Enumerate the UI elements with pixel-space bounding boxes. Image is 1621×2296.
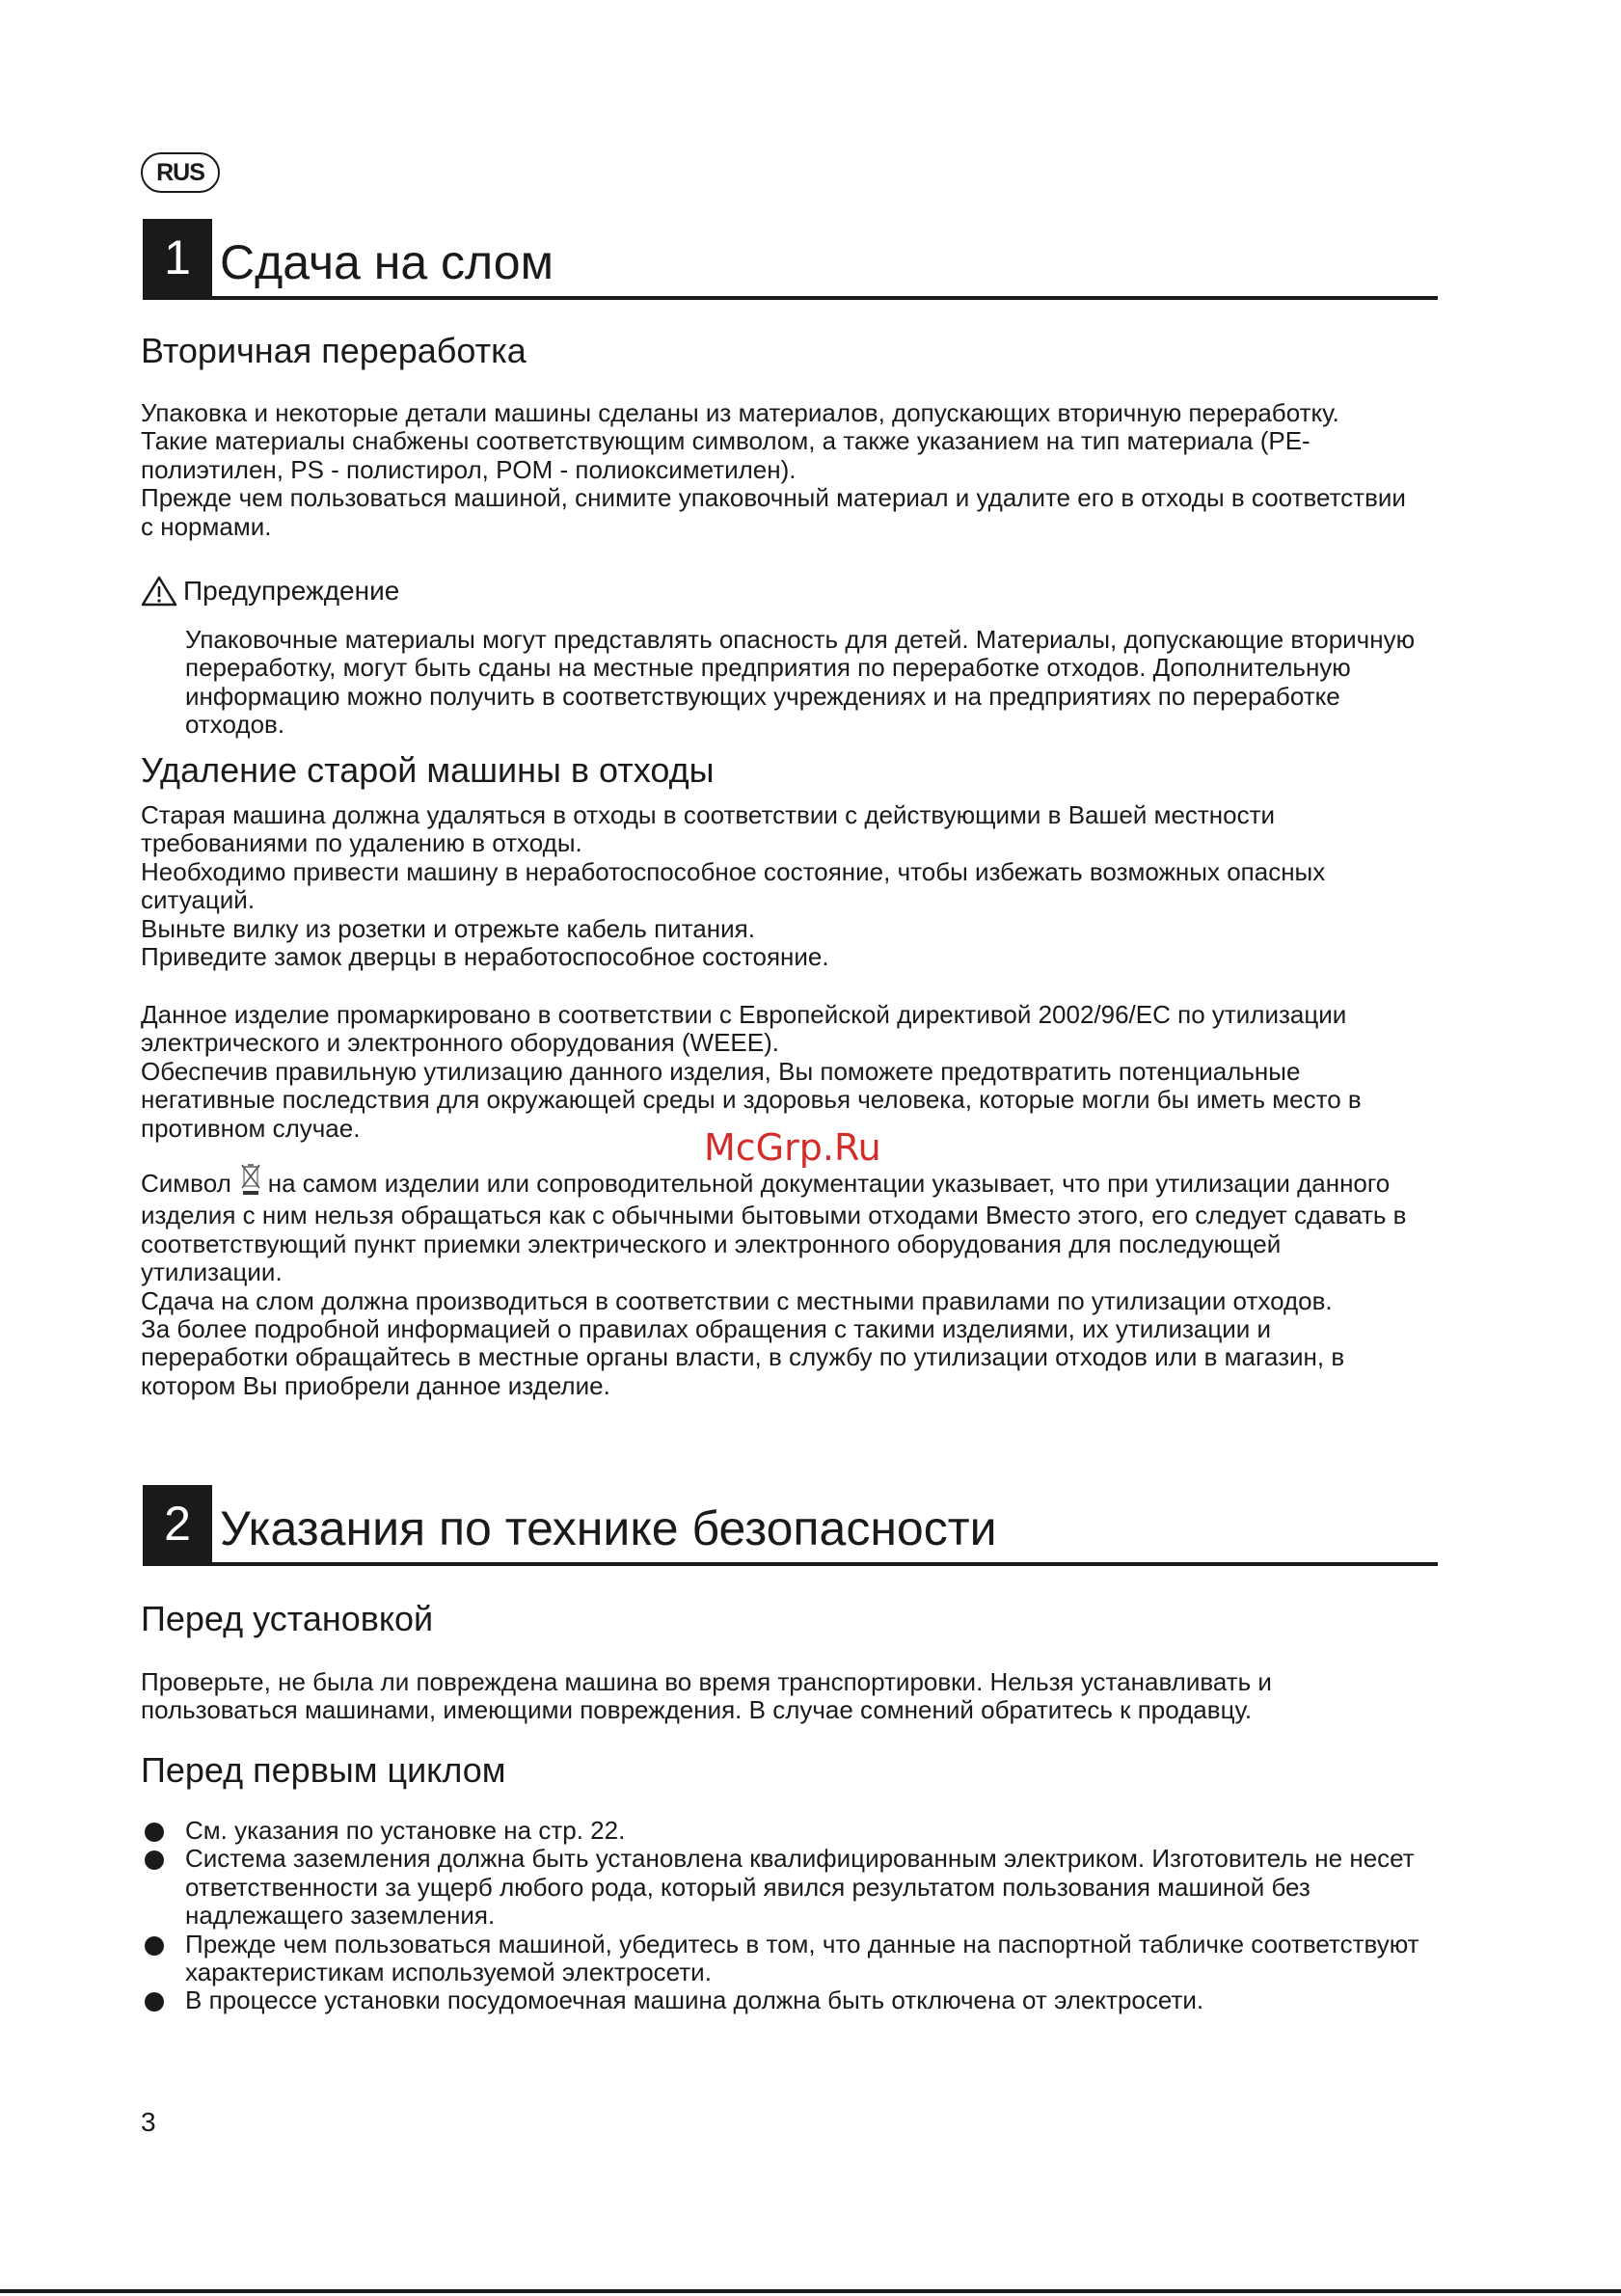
paragraph: Данное изделие промаркировано в соответствии с Европейской директивой 2002/96/EC по утилизации электрического и электронного оборудования (WEEE). [141, 1000, 1347, 1058]
list-item [143, 1817, 1425, 1845]
recycling-heading: Вторичная переработка [141, 331, 527, 370]
section-2-header [143, 1485, 1438, 1566]
warning-label: Предупреждение [183, 576, 400, 606]
before-install-text [141, 1668, 1414, 1725]
first-cycle-list [143, 1817, 1425, 2015]
section-1-header [143, 219, 1438, 300]
before-install-heading: Перед установкой [141, 1599, 434, 1638]
paragraph: Прежде чем пользоваться машиной, снимите упаковочный материал и удалите его в отходы в соответствии с нормами. [141, 483, 1406, 541]
section-1-number: 1 [143, 219, 212, 296]
paragraph [141, 1163, 1414, 1287]
list-item-text: См. указания по установке на стр. 22. [185, 1816, 626, 1845]
warning-text [185, 626, 1429, 740]
paragraph: Такие материалы снабжены соответствующим символом, а также указанием на тип материала (PE- полиэтилен, PS - полистирол, POM - полиоксиметилен). [141, 426, 1310, 484]
bullet-icon [145, 1936, 164, 1956]
weee-text [141, 1001, 1414, 1143]
bullet-icon [145, 1823, 164, 1842]
crossed-bin-icon [241, 1163, 260, 1202]
list-item [143, 1931, 1425, 1987]
bottom-divider [0, 2289, 1621, 2293]
page-number: 3 [141, 2107, 156, 2137]
paragraph: Выньте вилку из розетки и отрежьте кабель питания. [141, 913, 755, 943]
paragraph: Упаковка и некоторые детали машины сделаны из материалов, допускающих вторичную переработку. [141, 398, 1339, 427]
watermark: McGrp.Ru [704, 1126, 881, 1169]
list-item [143, 1845, 1425, 1930]
paragraph: Старая машина должна удаляться в отходы в соответствии с действующими в Вашей местности требованиями по удалению в отходы. [141, 800, 1276, 858]
warning-triangle-icon [141, 576, 177, 607]
paragraph: Упаковочные материалы могут представлять опасность для детей. Материалы, допускающие вторичную переработку, могут быть сданы на местные предприятия по переработке отходов. Дополнительную информацию можно получить в соответствующих учреждениях и на предприятиях по переработке отходов. [185, 625, 1416, 740]
list-item-text: В процессе установки посудомоечная машина должна быть отключена от электросети. [185, 1985, 1204, 2015]
section-1-title: Сдача на слом [220, 235, 554, 289]
list-item-text: Прежде чем пользоваться машиной, убедитесь в том, что данные на паспортной табличке соответствуют характеристикам используемой электросети. [185, 1929, 1419, 1987]
section-2-title: Указания по технике безопасности [220, 1501, 997, 1555]
list-item [143, 1986, 1425, 2014]
language-badge: RUS [141, 152, 220, 193]
recycling-text [141, 399, 1414, 541]
bullet-icon [145, 1992, 164, 2012]
section-2-number: 2 [143, 1485, 212, 1562]
list-item-text: Система заземления должна быть установлена квалифицированным электриком. Изготовитель не несет ответственности за ущерб любого рода, который явился результатом пользования машиной без надлежащего заземления. [185, 1844, 1415, 1931]
first-cycle-heading: Перед первым циклом [141, 1750, 506, 1790]
paragraph: Необходимо привести машину в неработоспособное состояние, чтобы избежать возможных опасных ситуаций. [141, 856, 1326, 915]
paragraph: Проверьте, не была ли повреждена машина во время транспортировки. Нельзя устанавливать и пользоваться машинами, имеющими повреждения. В случае сомнений обратитесь к продавцу. [141, 1667, 1272, 1725]
symbol-text-body: на самом изделии или сопроводительной документации указывает, что при утилизации данного изделия с ним нельзя обращаться как с обычными бытовыми отходами Вместо этого, его следует сдавать в соответствующий пункт приемки электрического и электронного оборудования для последующей утилизации. [141, 1169, 1407, 1287]
paragraph: Сдача на слом должна производиться в соответствии с местными правилами по утилизации отходов. [141, 1285, 1333, 1315]
warning-row [141, 576, 399, 607]
paragraph: Обеспечив правильную утилизацию данного изделия, Вы поможете предотвратить потенциальные негативные последствия для окружающей среды и здоровья человека, которые могли бы иметь место в противном случае. [141, 1056, 1362, 1143]
symbol-prefix: Символ [141, 1169, 231, 1198]
disposal-text [141, 801, 1414, 971]
disposal-heading: Удаление старой машины в отходы [141, 750, 715, 790]
paragraph: Приведите замок дверцы в неработоспособное состояние. [141, 942, 829, 972]
symbol-text [141, 1163, 1414, 1400]
bullet-icon [145, 1850, 164, 1870]
paragraph: За более подробной информацией о правилах обращения с такими изделиями, их утилизации и переработки обращайтесь в местные органы власти, в службу по утилизации отходов или в магазин, в котором Вы приобрели данное изделие. [141, 1314, 1345, 1400]
